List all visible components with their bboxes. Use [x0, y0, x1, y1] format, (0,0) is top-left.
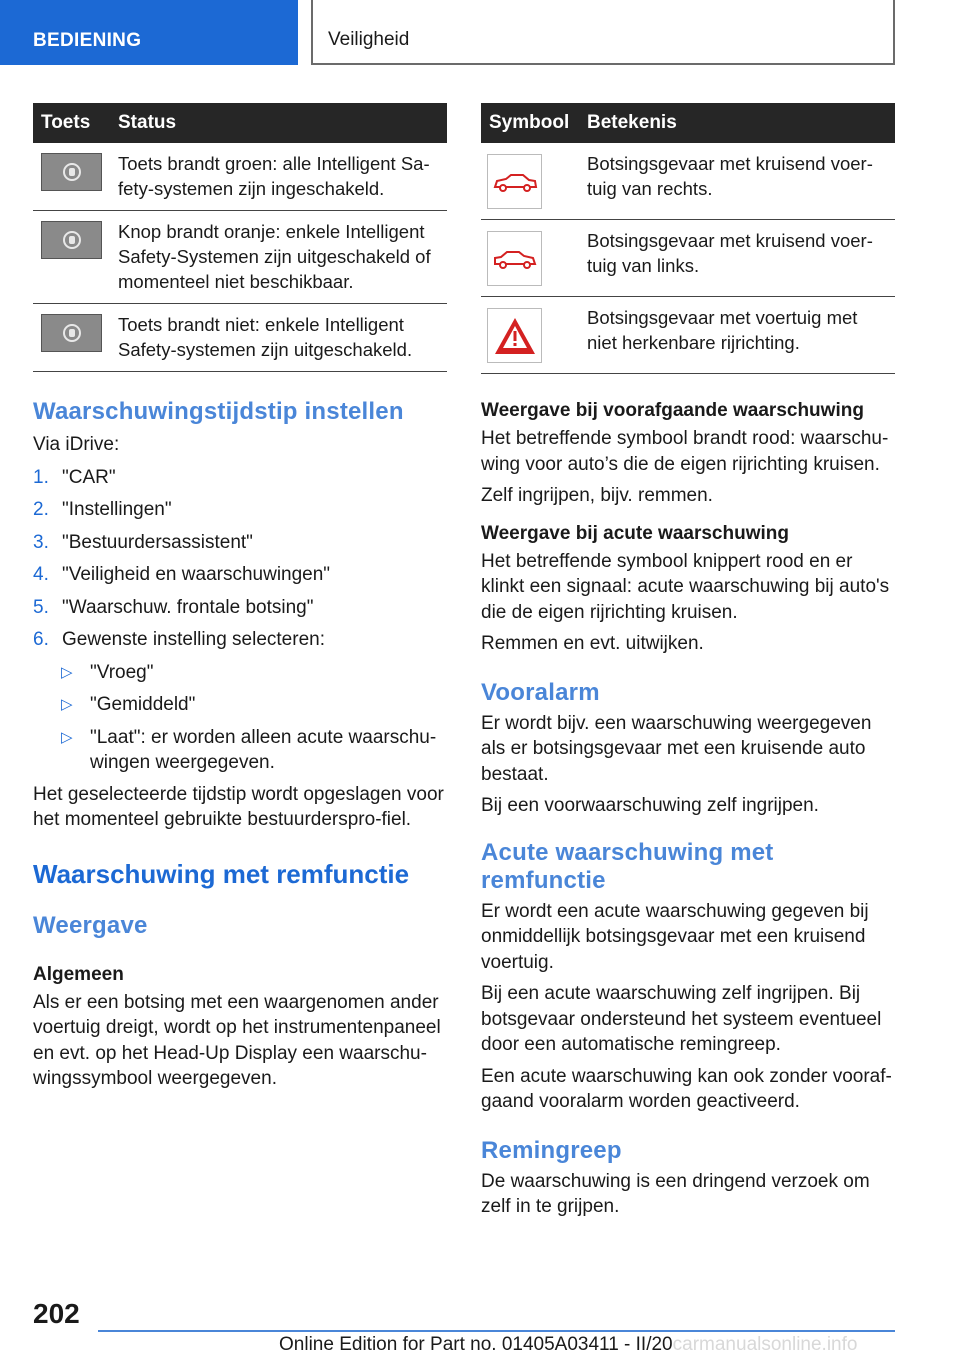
table-row: [481, 220, 895, 297]
table-cell-text: Botsingsgevaar met kruisend voer-tuig van rechts.: [579, 143, 895, 220]
table-cell-text: Toets brandt niet: enkele Intelligent Safety-systemen zijn uitgeschakeld.: [110, 304, 447, 372]
acute-rem-text-1: Er wordt een acute waarschuwing gegeven bij onmiddellijk botsingsgevaar met een kruisend voertuig.: [481, 900, 869, 973]
chapter-title: Veiligheid: [328, 29, 410, 50]
settings-steps: [33, 465, 447, 776]
table-row: [33, 211, 447, 304]
page-number: 202: [33, 1298, 80, 1329]
voorafgaand-text-2: Zelf ingrijpen, bijv. remmen.: [481, 485, 713, 506]
list-item: 2. "Instellingen": [33, 499, 172, 520]
section-tab: [0, 0, 298, 65]
button-icon-orange: [41, 221, 102, 259]
list-item: 6. Gewenste instelling selecteren:: [33, 629, 325, 650]
car-cross-left-icon: [487, 231, 542, 286]
symbol-meaning-table: [481, 103, 895, 374]
table-header-betekenis: Betekenis: [579, 103, 895, 143]
warning-triangle-icon: [487, 308, 542, 363]
acute-rem-text-3: Een acute waarschuwing kan ook zonder vooraf-gaand vooralarm worden geactiveerd.: [481, 1065, 892, 1112]
acuut-text-2: Remmen en evt. uitwijken.: [481, 633, 704, 654]
heading-vooralarm: Vooralarm: [481, 678, 600, 706]
vooralarm-text-1: Er wordt bijv. een waarschuwing weergegeven als er botsingsgevaar met een kruisende auto bestaat.: [481, 712, 872, 785]
table-row: [33, 143, 447, 211]
section-title: BEDIENING: [33, 30, 142, 51]
heading-algemeen: Algemeen: [33, 963, 124, 985]
remingreep-text: De waarschuwing is een dringend verzoek om zelf in te grijpen.: [481, 1170, 870, 1217]
list-item: ▷ "Laat": er worden alleen acute waarschu-wingen weergegeven.: [61, 726, 437, 773]
car-cross-right-icon: [487, 154, 542, 209]
button-status-table: [33, 103, 447, 372]
table-cell-text: Toets brandt groen: alle Intelligent Sa-fety-systemen zijn ingeschakeld.: [110, 143, 447, 211]
triangle-bullet-icon: ▷: [61, 696, 73, 713]
chapter-tab: [311, 0, 895, 65]
footer-edition: Online Edition for Part no. 01405A03411 - II/20carmanualsonline.info: [279, 1334, 858, 1355]
heading-remingreep: Remingreep: [481, 1136, 622, 1164]
heading-waarschuwingstijdstip: Waarschuwingstijdstip instellen: [33, 398, 404, 425]
watermark: carmanualsonline.info: [672, 1334, 858, 1355]
table-cell-text: Botsingsgevaar met kruisend voer-tuig van links.: [579, 220, 895, 297]
triangle-bullet-icon: ▷: [61, 728, 73, 746]
table-cell-text: Knop brandt oranje: enkele Intelligent Safety-Systemen zijn uitgeschakeld of momenteel niet beschikbaar.: [110, 211, 447, 304]
left-column: [33, 103, 447, 1092]
heading-remfunctie: Waarschuwing met remfunctie: [33, 858, 410, 889]
table-header-symbool: Symbool: [481, 103, 579, 143]
table-row: [33, 304, 447, 372]
button-icon-green: [41, 153, 102, 191]
list-item: 4. "Veiligheid en waarschuwingen": [33, 564, 331, 585]
triangle-bullet-icon: ▷: [61, 663, 73, 681]
heading-acuut: Weergave bij acute waarschuwing: [481, 522, 789, 544]
footer-divider: [98, 1330, 895, 1332]
heading-acute-remfunctie: Acute waarschuwing met remfunctie: [481, 838, 774, 894]
table-cell-text: Botsingsgevaar met voertuig met niet herkenbare rijrichting.: [579, 297, 895, 374]
list-item: 5. "Waarschuw. frontale botsing": [33, 596, 314, 618]
list-item: 1. "CAR": [33, 466, 116, 488]
algemeen-text: Als er een botsing met een waargenomen ander voertuig dreigt, wordt op het instrumentenpaneel en evt. op het Head-Up Display een waarschu-wingssymbool weergegeven.: [33, 991, 441, 1089]
table-header-status: Status: [110, 103, 447, 143]
button-icon-off: [41, 314, 102, 352]
via-idrive: Via iDrive:: [33, 434, 120, 455]
vooralarm-text-2: Bij een voorwaarschuwing zelf ingrijpen.: [481, 795, 819, 816]
table-row: [481, 143, 895, 220]
acute-rem-text-2: Bij een acute waarschuwing zelf ingrijpen. Bij botsgevaar ondersteund het systeem eventueel door een automatische remingreep.: [481, 983, 882, 1055]
heading-weergave: Weergave: [33, 911, 148, 939]
right-column: [481, 103, 895, 1220]
heading-voorafgaand: Weergave bij voorafgaande waarschuwing: [481, 400, 864, 421]
table-header-toets: Toets: [33, 103, 110, 143]
saved-note: Het geselecteerde tijdstip wordt opgeslagen voor het momenteel gebruikte bestuurderspro-fiel.: [33, 783, 444, 830]
table-row: [481, 297, 895, 374]
list-item: 3. "Bestuurdersassistent": [33, 531, 253, 553]
list-item: ▷ "Vroeg": [33, 660, 447, 686]
voorafgaand-text-1: Het betreffende symbool brandt rood: waarschu-wing voor auto’s die de eigen rijrichting kruisen.: [481, 428, 889, 475]
list-item: ▷ "Gemiddeld": [33, 692, 447, 718]
acuut-text-1: Het betreffende symbool knippert rood en er klinkt een signaal: acute waarschuwing bij auto's die de eigen rijrichting kruisen.: [481, 550, 890, 623]
